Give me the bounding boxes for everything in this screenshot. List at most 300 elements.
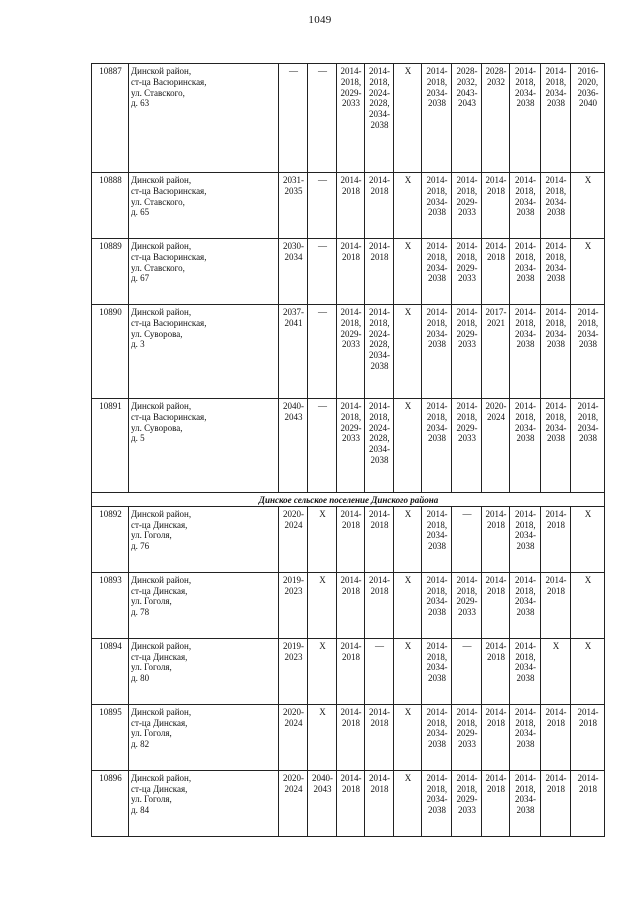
year-cell xyxy=(394,704,422,770)
year-line: 2038 xyxy=(428,433,446,444)
year-line: 2018, xyxy=(545,251,567,262)
year-cell xyxy=(541,572,571,638)
address-cell xyxy=(129,572,279,638)
table-row xyxy=(92,770,605,836)
address-line: д. 84 xyxy=(131,805,150,816)
year-line: 2014- xyxy=(485,574,507,585)
year-line: 2014- xyxy=(545,66,567,76)
year-line: 2041 xyxy=(284,317,303,328)
year-line: 2014- xyxy=(485,175,507,185)
year-line: 2014- xyxy=(426,508,448,519)
year-line: 2014- xyxy=(426,772,448,783)
year-line: 2029- xyxy=(340,328,362,339)
address-line: Динской район, xyxy=(131,508,192,519)
year-cell xyxy=(482,173,510,239)
year-cell xyxy=(422,704,452,770)
year-line: 2014- xyxy=(340,66,362,76)
year-cell xyxy=(279,305,308,399)
year-line: 2038 xyxy=(428,339,446,350)
year-line: 2019- xyxy=(283,640,304,651)
year-line: 2034- xyxy=(577,422,599,433)
year-line: 2038 xyxy=(516,433,535,444)
year-line: 2018, xyxy=(515,185,536,196)
year-line: 2018, xyxy=(340,411,362,422)
year-cell xyxy=(541,399,571,493)
address-cell xyxy=(129,399,279,493)
year-line: 2033 xyxy=(458,607,476,618)
year-line: 2014- xyxy=(456,401,478,411)
year-cell xyxy=(541,239,571,305)
year-line: 2014- xyxy=(485,772,507,783)
year-line: 2014- xyxy=(340,706,362,717)
year-cell xyxy=(394,770,422,836)
year-line: 2018, xyxy=(545,317,567,328)
address-cell xyxy=(129,305,279,399)
year-line: 2032 xyxy=(487,76,505,87)
year-cell xyxy=(452,770,482,836)
address-cell xyxy=(129,173,279,239)
row-id: 10888 xyxy=(92,173,129,239)
address-line: д. 3 xyxy=(131,339,145,350)
year-line: 2018 xyxy=(487,185,505,196)
address-line: Динской район, xyxy=(131,175,192,185)
year-line: 2014- xyxy=(456,772,478,783)
year-cell xyxy=(365,572,394,638)
year-line: — xyxy=(318,66,327,76)
year-line: — xyxy=(375,640,384,651)
year-line: 2018, xyxy=(577,317,599,328)
page-number: 1049 xyxy=(308,14,332,26)
year-line: 2014- xyxy=(369,574,390,585)
year-line: — xyxy=(462,640,472,651)
address-line: ул. Гоголя, xyxy=(131,530,172,541)
year-cell xyxy=(394,399,422,493)
year-line: 2040 xyxy=(579,98,597,109)
year-line: 2033 xyxy=(458,739,476,750)
year-cell xyxy=(482,64,510,173)
address-line: ст-ца Динская, xyxy=(131,783,188,794)
year-line: 2035 xyxy=(284,185,303,196)
year-cell xyxy=(337,399,365,493)
year-line: 2018, xyxy=(426,651,448,662)
year-line: 2014- xyxy=(426,574,448,585)
year-line: 2018, xyxy=(545,76,567,87)
year-line: 2014- xyxy=(426,640,448,651)
year-line: 2018, xyxy=(545,411,567,422)
year-line: 2014- xyxy=(369,66,390,76)
year-line: 2034- xyxy=(545,196,567,207)
year-line: 2018 xyxy=(342,185,360,196)
year-cell xyxy=(365,506,394,572)
year-line: 2018 xyxy=(370,585,389,596)
year-cell xyxy=(510,64,541,173)
year-line: 2018 xyxy=(342,585,360,596)
year-line: 2018 xyxy=(342,519,360,530)
year-cell xyxy=(452,64,482,173)
year-line: — xyxy=(289,66,298,76)
year-cell xyxy=(279,638,308,704)
schedule-table xyxy=(91,63,605,837)
address-line: Динской район, xyxy=(131,574,192,585)
year-cell xyxy=(308,305,337,399)
year-line: 2034- xyxy=(577,328,599,339)
year-line: 2014- xyxy=(369,401,390,411)
row-id: 10896 xyxy=(92,770,129,836)
year-line: — xyxy=(318,401,327,411)
year-line: 2038 xyxy=(516,339,535,350)
year-line: 2014- xyxy=(369,241,390,251)
year-line: 2018 xyxy=(547,585,565,596)
year-line: 2014- xyxy=(426,66,448,76)
year-line: 2038 xyxy=(428,98,446,109)
year-line: 2014- xyxy=(485,241,507,251)
year-line: 2018, xyxy=(426,76,448,87)
year-cell xyxy=(452,305,482,399)
address-line: ст-ца Динская, xyxy=(131,651,188,662)
year-cell xyxy=(337,572,365,638)
year-line: 2038 xyxy=(547,433,565,444)
year-line: 2033 xyxy=(342,339,360,350)
year-cell xyxy=(337,305,365,399)
year-line: 2014- xyxy=(515,772,536,783)
year-line: X xyxy=(404,401,412,411)
year-line: 2018, xyxy=(515,783,536,794)
year-cell xyxy=(422,638,452,704)
table-body xyxy=(92,64,605,837)
year-line: X xyxy=(319,508,326,519)
address-line: Динской район, xyxy=(131,772,192,783)
table-row xyxy=(92,239,605,305)
year-line: 2018 xyxy=(579,783,597,794)
year-line: 2029- xyxy=(456,262,478,273)
year-line: 2034- xyxy=(515,728,536,739)
year-line: 2034 xyxy=(284,251,303,262)
year-line: 2038 xyxy=(516,273,535,284)
year-cell xyxy=(337,638,365,704)
year-cell xyxy=(482,239,510,305)
year-line: 2016- xyxy=(577,66,599,76)
year-line: 2018, xyxy=(577,411,599,422)
year-line: X xyxy=(404,241,412,251)
year-line: 2018, xyxy=(515,717,536,728)
year-line: 2024 xyxy=(284,519,303,530)
year-cell xyxy=(394,239,422,305)
year-cell xyxy=(482,305,510,399)
address-line: д. 5 xyxy=(131,433,145,444)
year-line: 2038 xyxy=(516,805,535,816)
year-line: 2018, xyxy=(340,317,362,328)
year-line: 2018 xyxy=(370,251,389,262)
year-line: 2038 xyxy=(516,98,535,109)
year-cell xyxy=(510,704,541,770)
year-cell xyxy=(308,173,337,239)
year-line: 2034- xyxy=(545,422,567,433)
year-line: 2014- xyxy=(577,307,599,317)
year-cell xyxy=(482,399,510,493)
year-line: 2014- xyxy=(545,401,567,411)
year-line: 2014- xyxy=(369,175,390,185)
year-line: 2014- xyxy=(545,706,567,717)
year-line: 2018 xyxy=(370,783,389,794)
year-line: 2030- xyxy=(283,241,304,251)
address-line: д. 80 xyxy=(131,673,150,684)
year-line: 2029- xyxy=(456,596,478,607)
year-line: 2034- xyxy=(515,596,536,607)
year-cell xyxy=(279,704,308,770)
year-line: 2014- xyxy=(485,706,507,717)
year-line: 2028, xyxy=(369,98,390,109)
address-line: Динской район, xyxy=(131,401,192,411)
row-id: 10895 xyxy=(92,704,129,770)
table-row xyxy=(92,305,605,399)
year-cell xyxy=(571,399,605,493)
year-line: 2034- xyxy=(426,728,448,739)
year-cell xyxy=(279,770,308,836)
year-line: 2018, xyxy=(426,519,448,530)
address-line: Динской район, xyxy=(131,241,192,251)
year-line: — xyxy=(318,241,327,251)
year-line: 2014- xyxy=(340,508,362,519)
year-line: 2038 xyxy=(547,207,565,218)
address-cell xyxy=(129,638,279,704)
year-line: 2018, xyxy=(340,76,362,87)
year-line: 2018, xyxy=(456,251,478,262)
year-line: X xyxy=(404,706,412,717)
year-line: 2018 xyxy=(547,783,565,794)
year-line: 2018, xyxy=(426,411,448,422)
year-line: 2018, xyxy=(515,411,536,422)
year-cell xyxy=(365,638,394,704)
year-line: 2033 xyxy=(458,433,476,444)
year-line: 2029- xyxy=(456,422,478,433)
year-line: 2021 xyxy=(487,317,505,328)
year-line: 2034- xyxy=(515,530,536,541)
year-cell xyxy=(571,239,605,305)
year-line: 2018 xyxy=(579,717,597,728)
year-cell xyxy=(452,638,482,704)
year-cell xyxy=(279,173,308,239)
year-line: 2028, xyxy=(369,339,390,350)
year-cell xyxy=(541,305,571,399)
year-cell xyxy=(365,770,394,836)
year-line: 2018, xyxy=(426,783,448,794)
address-line: ул. Гоголя, xyxy=(131,662,172,673)
year-cell xyxy=(571,506,605,572)
year-line: 2014- xyxy=(577,772,599,783)
year-cell xyxy=(422,239,452,305)
address-line: д. 78 xyxy=(131,607,150,618)
year-line: 2034- xyxy=(545,328,567,339)
year-cell xyxy=(394,64,422,173)
year-line: 2034- xyxy=(426,87,448,98)
year-cell xyxy=(571,704,605,770)
year-line: 2038 xyxy=(516,739,535,750)
year-line: 2034- xyxy=(515,422,536,433)
year-line: 2014- xyxy=(545,508,567,519)
year-cell xyxy=(394,572,422,638)
year-cell xyxy=(541,770,571,836)
year-cell xyxy=(394,638,422,704)
year-line: 2014- xyxy=(515,508,536,519)
address-line: д. 65 xyxy=(131,207,150,218)
year-line: 2014- xyxy=(426,706,448,717)
year-line: 2014- xyxy=(515,706,536,717)
year-line: X xyxy=(584,640,592,651)
year-line: 2014- xyxy=(545,175,567,185)
year-line: 2038 xyxy=(516,207,535,218)
year-line: 2029- xyxy=(456,196,478,207)
year-line: 2018, xyxy=(515,585,536,596)
year-line: 2034- xyxy=(369,109,390,120)
year-line: 2034- xyxy=(545,87,567,98)
address-cell xyxy=(129,506,279,572)
year-line: 2033 xyxy=(342,433,360,444)
year-line: 2032, xyxy=(456,76,478,87)
year-line: 2034- xyxy=(515,262,536,273)
year-line: 2020- xyxy=(485,401,507,411)
year-cell xyxy=(337,64,365,173)
year-line: 2038 xyxy=(370,119,389,130)
year-line: 2040- xyxy=(312,772,333,783)
year-line: 2037- xyxy=(283,307,304,317)
year-cell xyxy=(279,239,308,305)
year-cell xyxy=(308,239,337,305)
year-line: — xyxy=(318,175,327,185)
year-line: 2038 xyxy=(516,607,535,618)
address-line: Динской район, xyxy=(131,640,192,651)
year-line: 2018, xyxy=(426,585,448,596)
year-line: 2018, xyxy=(456,317,478,328)
year-cell xyxy=(337,704,365,770)
year-line: 2038 xyxy=(579,339,597,350)
address-cell xyxy=(129,239,279,305)
year-line: X xyxy=(404,307,412,317)
year-line: 2014- xyxy=(545,241,567,251)
year-line: 2014- xyxy=(577,401,599,411)
address-line: Динской район, xyxy=(131,706,192,717)
year-cell xyxy=(279,399,308,493)
year-cell xyxy=(510,305,541,399)
year-cell xyxy=(422,572,452,638)
year-cell xyxy=(482,506,510,572)
year-line: 2014- xyxy=(515,307,536,317)
year-line: 2034- xyxy=(426,196,448,207)
year-cell xyxy=(571,770,605,836)
year-cell xyxy=(279,506,308,572)
year-line: 2034- xyxy=(426,262,448,273)
year-line: 2020- xyxy=(283,706,304,717)
year-line: 2018 xyxy=(547,519,565,530)
year-line: 2014- xyxy=(369,706,390,717)
year-cell xyxy=(571,305,605,399)
year-line: 2043 xyxy=(458,98,476,109)
row-id: 10887 xyxy=(92,64,129,173)
year-line: 2014- xyxy=(456,307,478,317)
year-line: 2038 xyxy=(428,673,446,684)
year-line: 2018, xyxy=(426,185,448,196)
year-line: 2034- xyxy=(515,794,536,805)
year-line: 2018 xyxy=(487,783,505,794)
year-line: 2014- xyxy=(545,772,567,783)
year-line: 2034- xyxy=(515,328,536,339)
year-line: 2018 xyxy=(370,519,389,530)
year-line: 2020- xyxy=(283,772,304,783)
year-cell xyxy=(452,572,482,638)
year-line: 2014- xyxy=(369,307,390,317)
address-line: ул. Гоголя, xyxy=(131,728,172,739)
year-line: 2034- xyxy=(369,444,390,455)
year-line: X xyxy=(584,574,592,585)
year-line: 2024- xyxy=(369,422,390,433)
year-cell xyxy=(452,399,482,493)
year-line: 2018 xyxy=(487,251,505,262)
row-id: 10892 xyxy=(92,506,129,572)
year-cell xyxy=(308,638,337,704)
address-line: ул. Ставского, xyxy=(131,87,185,98)
table-row xyxy=(92,399,605,493)
year-cell xyxy=(308,770,337,836)
year-line: 2018, xyxy=(545,185,567,196)
year-line: 2014- xyxy=(545,574,567,585)
year-line: 2023 xyxy=(284,651,303,662)
year-line: 2029- xyxy=(340,422,362,433)
year-line: 2018, xyxy=(426,717,448,728)
year-line: 2014- xyxy=(515,175,536,185)
address-line: ст-ца Васюринская, xyxy=(131,411,207,422)
year-line: 2018, xyxy=(426,251,448,262)
year-line: 2034- xyxy=(515,662,536,673)
address-line: д. 67 xyxy=(131,273,150,284)
year-cell xyxy=(541,64,571,173)
year-line: 2038 xyxy=(428,607,446,618)
year-cell xyxy=(279,64,308,173)
address-line: Динской район, xyxy=(131,66,192,76)
year-line: 2017- xyxy=(485,307,507,317)
address-line: д. 82 xyxy=(131,739,150,750)
address-line: ст-ца Васюринская, xyxy=(131,76,207,87)
year-line: 2020, xyxy=(577,76,599,87)
address-line: д. 63 xyxy=(131,98,150,109)
year-line: X xyxy=(319,706,326,717)
year-cell xyxy=(510,770,541,836)
year-line: 2029- xyxy=(340,87,362,98)
table-row xyxy=(92,64,605,173)
year-line: 2014- xyxy=(340,574,362,585)
year-cell xyxy=(482,638,510,704)
year-line: 2034- xyxy=(426,530,448,541)
address-line: ст-ца Васюринская, xyxy=(131,251,207,262)
year-cell xyxy=(279,572,308,638)
year-cell xyxy=(510,572,541,638)
year-line: 2014- xyxy=(426,307,448,317)
year-cell xyxy=(571,64,605,173)
year-line: 2038 xyxy=(428,273,446,284)
year-line: X xyxy=(552,640,560,651)
year-cell xyxy=(541,704,571,770)
year-cell xyxy=(571,173,605,239)
year-line: X xyxy=(404,772,412,783)
year-cell xyxy=(510,239,541,305)
year-line: — xyxy=(318,307,327,317)
year-line: 2029- xyxy=(456,328,478,339)
year-line: 2023 xyxy=(284,585,303,596)
year-line: 2033 xyxy=(458,339,476,350)
year-cell xyxy=(422,305,452,399)
year-line: 2038 xyxy=(428,541,446,552)
year-line: 2028- xyxy=(485,66,507,76)
year-cell xyxy=(482,572,510,638)
year-line: 2014- xyxy=(456,574,478,585)
